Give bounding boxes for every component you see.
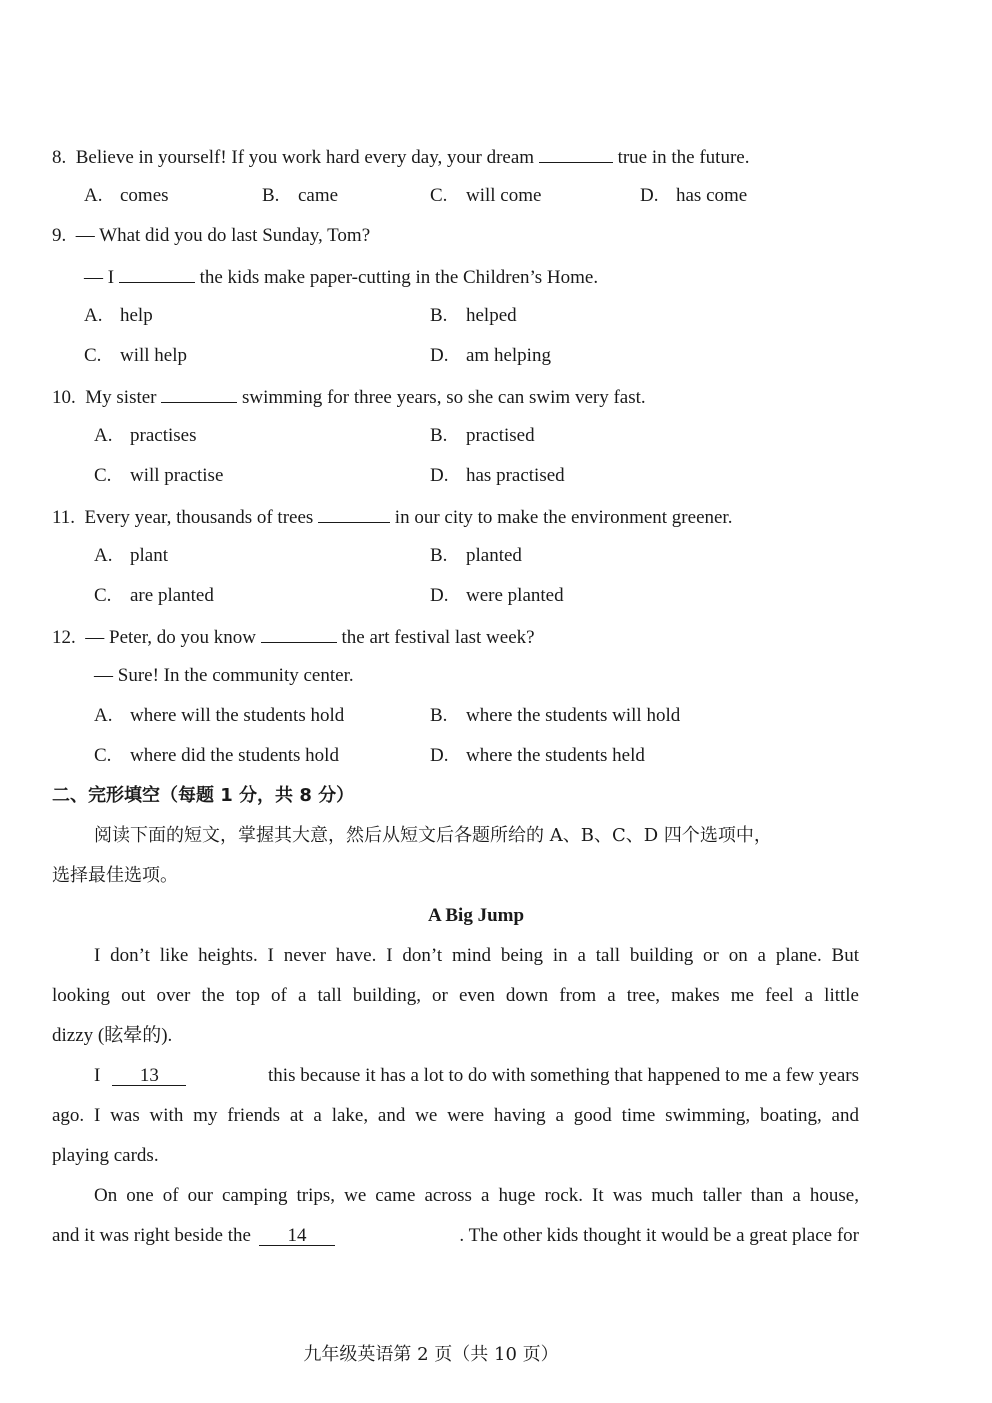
- option-b: B. practised: [430, 425, 535, 446]
- stem-text: My sister: [85, 387, 157, 408]
- passage-text: I: [94, 1065, 101, 1086]
- dialogue-line: — Sure! In the community center.: [94, 665, 354, 686]
- option-c: C. will help: [84, 345, 188, 366]
- passage-line: On one of our camping trips, we came across a huge rock. It was much taller than a house,: [94, 1185, 859, 1206]
- dialogue-line: — I: [84, 267, 115, 288]
- question-number: 12.: [52, 627, 76, 648]
- stem-text: swimming for three years, so she can swim very fast.: [242, 387, 646, 408]
- option-d: D. where the students held: [430, 745, 645, 766]
- passage-title: A Big Jump: [427, 905, 525, 926]
- passage-line: [94, 1064, 859, 1088]
- answer-blank: [539, 144, 613, 163]
- option-d: D. has come: [640, 185, 748, 206]
- question-12-stem: [52, 624, 535, 650]
- option-b: B. planted: [430, 545, 522, 566]
- option-d: D. has practised: [430, 465, 565, 486]
- answer-blank: [119, 264, 195, 283]
- answer-blank: [261, 624, 337, 643]
- option-a: A. practises: [94, 425, 197, 446]
- passage-line: I don’t like heights. I never have. I don’t mind being in a tall building or on a plane. But: [94, 945, 859, 966]
- passage-line: [52, 1224, 859, 1248]
- option-c: C. will practise: [94, 465, 224, 486]
- passage-line: dizzy (眩晕的).: [52, 1025, 173, 1046]
- stem-text: Every year, thousands of trees: [84, 507, 314, 528]
- dialogue-line: — Peter, do you know: [85, 627, 256, 648]
- option-a: A. plant: [94, 545, 168, 566]
- passage-text: this because it has a lot to do with something that happened to me a few years: [268, 1065, 859, 1086]
- option-d: D. am helping: [430, 345, 551, 366]
- blank-14: 14: [259, 1225, 335, 1246]
- question-12-response: [94, 664, 354, 688]
- passage-line: ago. I was with my friends at a lake, and we were having a good time swimming, boating, and: [52, 1105, 859, 1126]
- stem-text: in our city to make the environment greener.: [394, 507, 733, 528]
- option-c: C. where did the students hold: [94, 745, 339, 766]
- question-10-stem: [52, 384, 646, 410]
- passage-text: and it was right beside the: [52, 1225, 251, 1246]
- passage-line: looking out over the top of a tall building, or even down from a tree, makes me feel a little: [52, 985, 859, 1006]
- option-a: A. where will the students hold: [94, 705, 345, 726]
- question-9-stem: [52, 224, 370, 248]
- option-c: C. will come: [430, 185, 542, 206]
- question-number: 11.: [52, 507, 76, 528]
- option-c: C. are planted: [94, 585, 214, 606]
- answer-blank: [161, 384, 237, 403]
- question-9-response: [84, 264, 598, 290]
- option-a: A. comes: [84, 185, 169, 206]
- dialogue-line: — What did you do last Sunday, Tom?: [75, 225, 371, 246]
- section-instructions-cont: 选择最佳选项。: [52, 865, 178, 886]
- dialogue-line: the kids make paper-cutting in the Children’s Home.: [199, 267, 599, 288]
- option-b: B. where the students will hold: [430, 705, 681, 726]
- blank-group: [52, 1224, 335, 1248]
- passage-text: . The other kids thought it would be a great place for: [459, 1225, 859, 1246]
- question-number: 10.: [52, 387, 76, 408]
- question-11-stem: [52, 504, 732, 530]
- answer-blank: [318, 504, 390, 523]
- passage-line: playing cards.: [52, 1145, 159, 1166]
- page-footer: 九年级英语第 2 页（共 10 页）: [303, 1344, 559, 1365]
- question-number: 9.: [52, 225, 67, 246]
- blank-group: [94, 1064, 186, 1088]
- section-heading: 二、完形填空（每题 1 分，共 8 分）: [52, 785, 355, 806]
- stem-text: Believe in yourself! If you work hard every day, your dream: [75, 147, 535, 168]
- section-instructions: 阅读下面的短文，掌握其大意，然后从短文后各题所给的 A、B、C、D 四个选项中，: [94, 825, 772, 846]
- stem-text: true in the future.: [617, 147, 750, 168]
- option-a: A. help: [84, 305, 153, 326]
- option-d: D. were planted: [430, 585, 564, 606]
- question-8-stem: [52, 144, 749, 170]
- option-b: B. came: [262, 185, 339, 206]
- blank-13: 13: [112, 1065, 186, 1086]
- question-number: 8.: [52, 147, 67, 168]
- dialogue-line: the art festival last week?: [341, 627, 535, 648]
- option-b: B. helped: [430, 305, 517, 326]
